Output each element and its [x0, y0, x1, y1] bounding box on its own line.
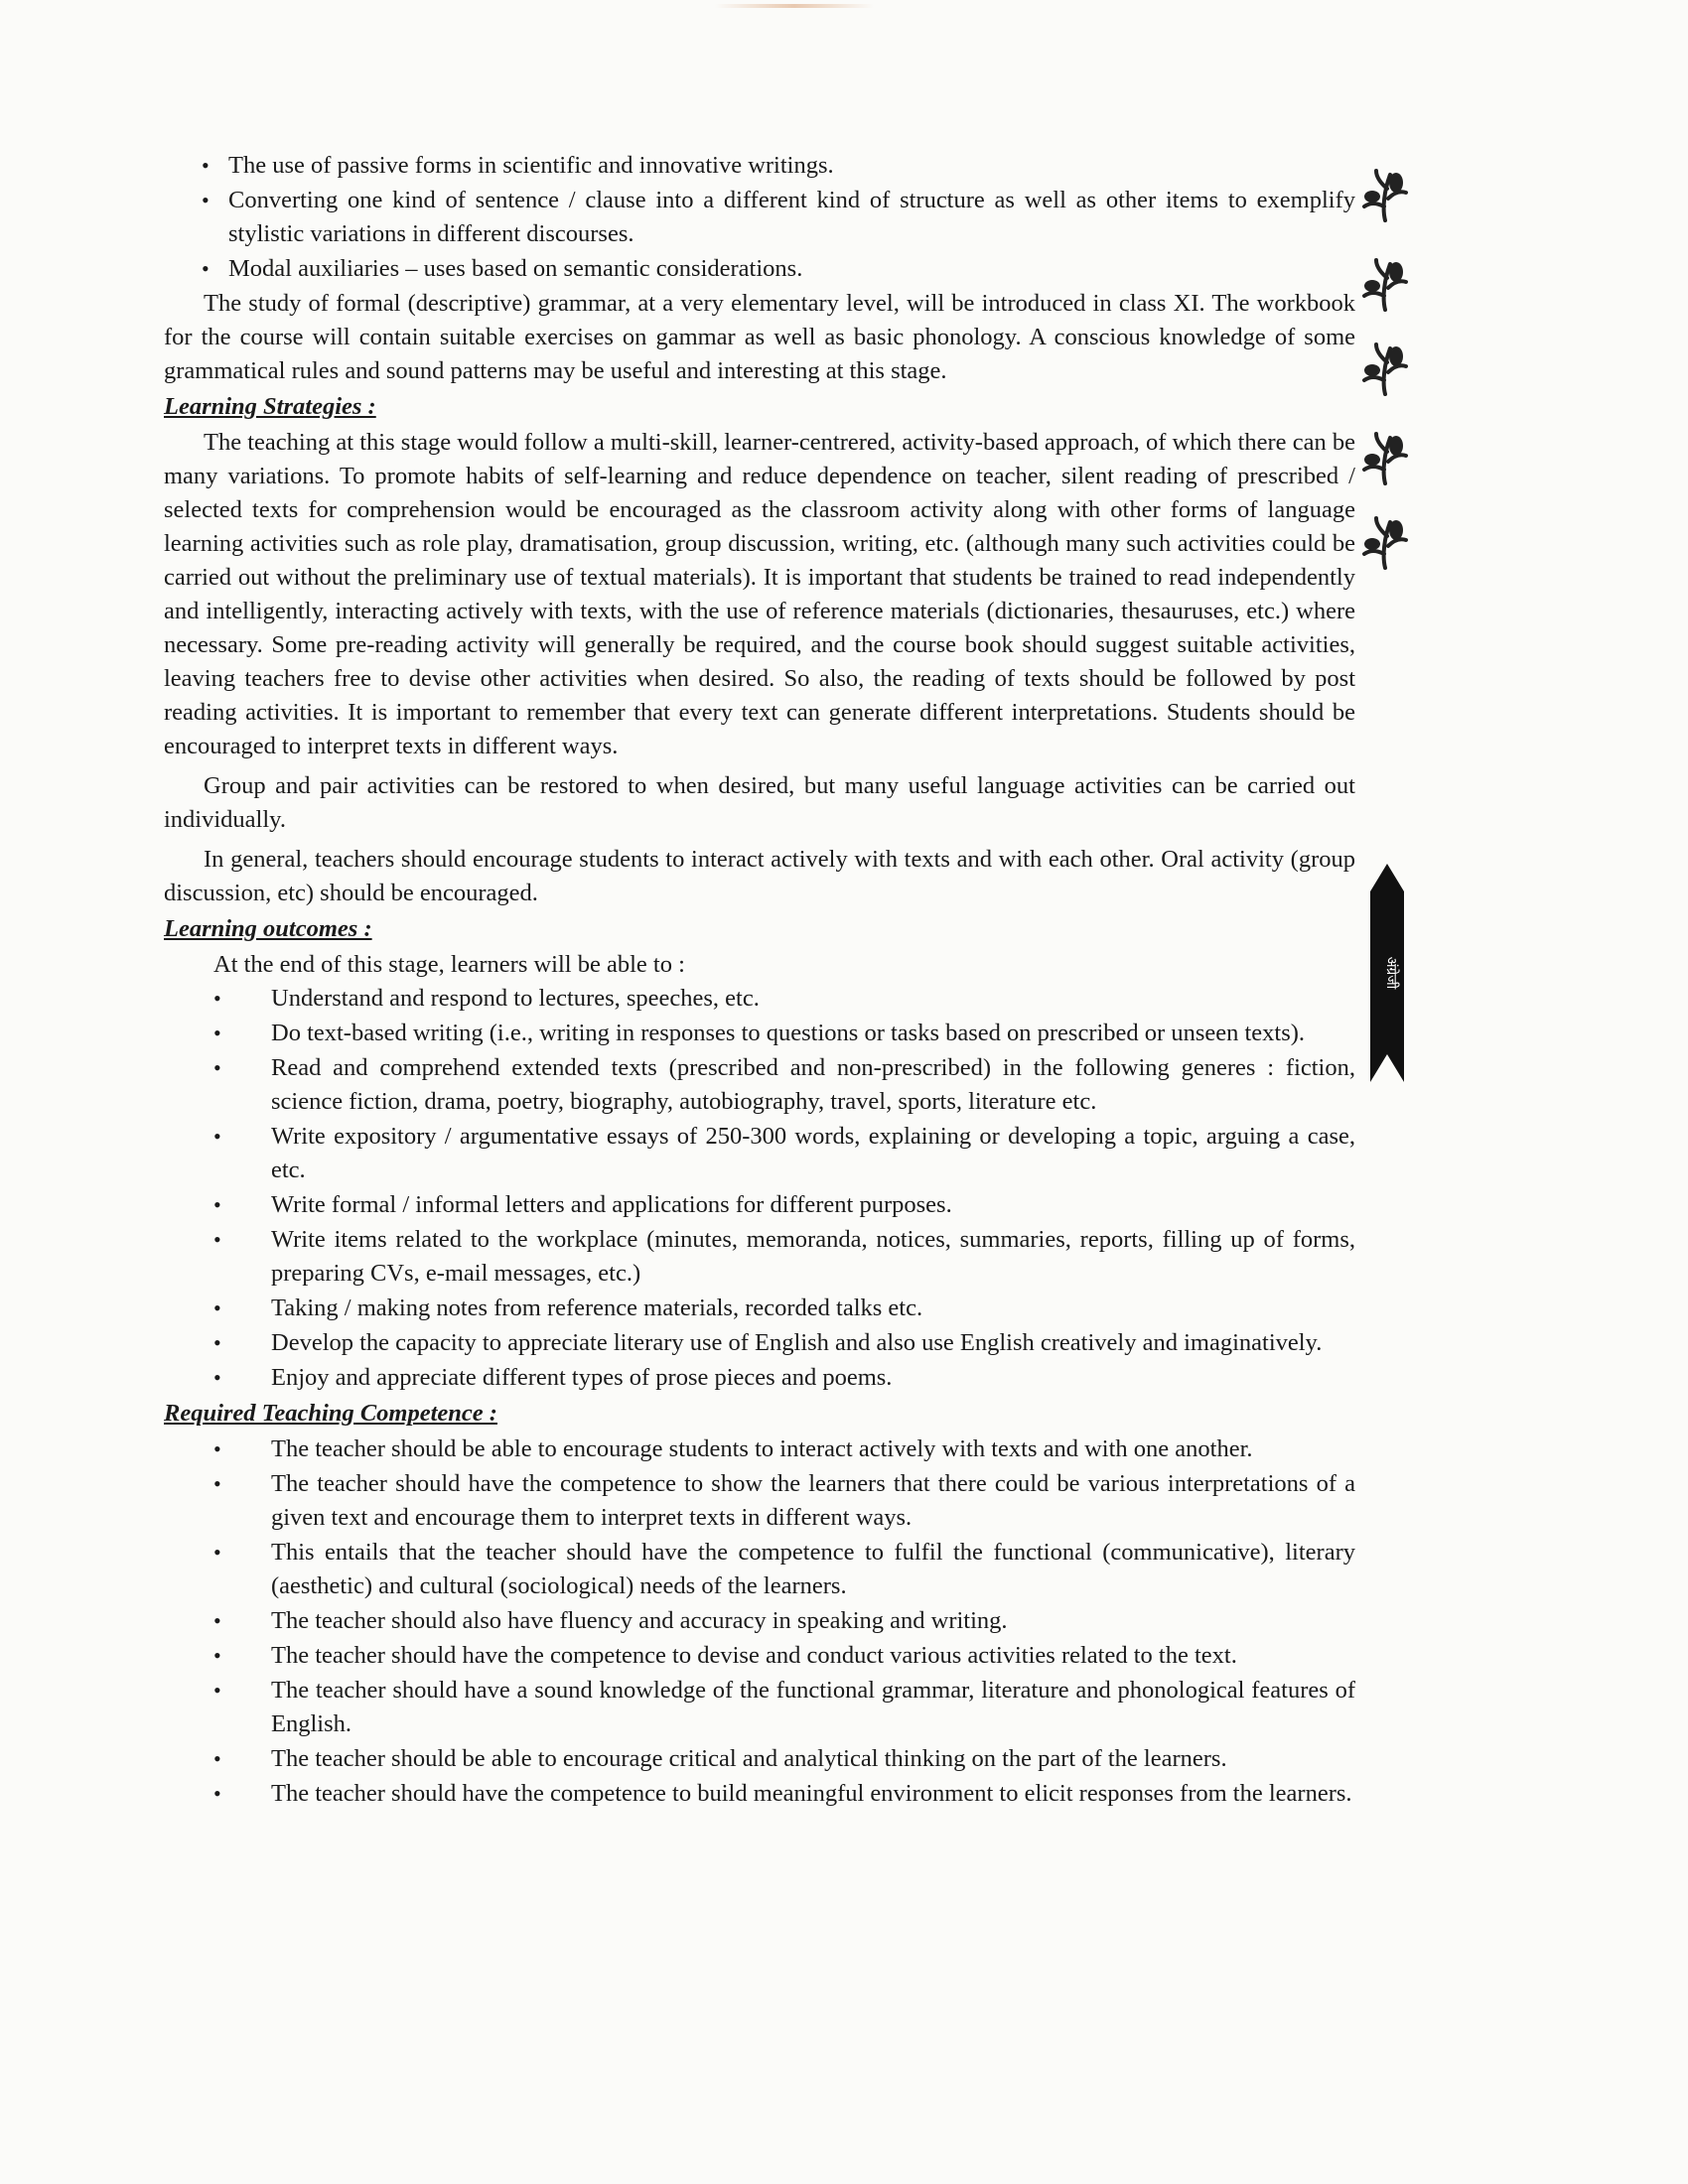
- learning-outcomes-heading: Learning outcomes :: [164, 915, 372, 942]
- list-item: • Do text-based writing (i.e., writing in responses to questions or tasks based on prescribed or unseen texts).: [164, 1017, 1355, 1050]
- list-item: • Write formal / informal letters and applications for different purposes.: [164, 1188, 1355, 1222]
- grammar-paragraph: The study of formal (descriptive) grammar, at a very elementary level, will be introduced in class XI. The workbook for the course will contain suitable exercises on gammar as well as basic phonology. A conscious knowledge of some grammatical rules and sound patterns may be useful and interesting at this stage.: [164, 290, 1355, 384]
- leaf-motif-icon: [1360, 258, 1410, 314]
- list-item: • The teacher should have the competence to show the learners that there could be various interpretations of a given text and encourage them to interpret texts in different ways.: [164, 1467, 1355, 1535]
- intro-bullet-list: [164, 149, 1355, 286]
- learning-strategies-heading: Learning Strategies :: [164, 393, 376, 420]
- strategies-paragraph: In general, teachers should encourage students to interact actively with texts and with each other. Oral activity (group discussion, etc) should be encouraged.: [164, 846, 1355, 906]
- list-item: • The teacher should also have fluency and accuracy in speaking and writing.: [164, 1604, 1355, 1638]
- list-item: • Taking / making notes from reference materials, recorded talks etc.: [164, 1292, 1355, 1325]
- list-item: • Understand and respond to lectures, speeches, etc.: [164, 982, 1355, 1016]
- list-item: • The teacher should have the competence to build meaningful environment to elicit responses from the learners.: [164, 1777, 1355, 1811]
- list-item: • Modal auxiliaries – uses based on semantic considerations.: [164, 252, 1355, 286]
- leaf-motif-icon: [1360, 516, 1410, 572]
- list-item: • This entails that the teacher should have the competence to fulfil the functional (communicative), literary (aesthetic) and cultural (sociological) needs of the learners.: [164, 1536, 1355, 1603]
- list-item: • The teacher should be able to encourage students to interact actively with texts and with one another.: [164, 1433, 1355, 1466]
- list-item: • Read and comprehend extended texts (prescribed and non-prescribed) in the following generes : fiction, science fiction, drama, poetry, biography, autobiography, travel, sports, literature etc.: [164, 1051, 1355, 1119]
- list-item: • Enjoy and appreciate different types of prose pieces and poems.: [164, 1361, 1355, 1395]
- section-tab-marker: [1370, 864, 1404, 1082]
- list-item: • The teacher should have a sound knowledge of the functional grammar, literature and phonological features of English.: [164, 1674, 1355, 1741]
- side-tab-label: अंग्रेजी: [1383, 956, 1399, 990]
- competence-list: [164, 1433, 1355, 1811]
- strategies-paragraph: Group and pair activities can be restored to when desired, but many useful language activities can be carried out individually.: [164, 772, 1355, 833]
- list-item: • The teacher should have the competence to devise and conduct various activities related to the text.: [164, 1639, 1355, 1673]
- strategies-paragraph: The teaching at this stage would follow a multi-skill, learner-centrered, activity-based approach, of which there can be many variations. To promote habits of self-learning and reduce dependence on teacher, silent reading of prescribed / selected texts for comprehension would be encouraged as the classroom activity along with other forms of language learning activities such as role play, dramatisation, group discussion, writing, etc. (although many such activities could be carried out without the preliminary use of textual materials). It is important that students be trained to read independently and intelligently, interacting actively with texts, with the use of reference materials (dictionaries, thesauruses, etc.) where necessary. Some pre-reading activity will generally be required, and the course book should suggest suitable activities, leaving teachers free to devise other activities when desired. So also, the reading of texts should be followed by post reading activities. It is important to remember that every text can generate different interpretations. Students should be encouraged to interpret texts in different ways.: [164, 429, 1355, 759]
- document-body: [164, 149, 1355, 1812]
- outcomes-list: [164, 982, 1355, 1395]
- list-item: • Converting one kind of sentence / clause into a different kind of structure as well as other items to exemplify stylistic variations in different discourses.: [164, 184, 1355, 251]
- outcomes-lead: At the end of this stage, learners will be able to :: [213, 951, 685, 978]
- leaf-motif-icon: [1360, 169, 1410, 224]
- leaf-motif-icon: [1360, 432, 1410, 487]
- leaf-motif-icon: [1360, 342, 1410, 398]
- list-item: • The use of passive forms in scientific and innovative writings.: [164, 149, 1355, 183]
- list-item: • Write expository / argumentative essays of 250-300 words, explaining or developing a topic, arguing a case, etc.: [164, 1120, 1355, 1187]
- teaching-competence-heading: Required Teaching Competence :: [164, 1400, 497, 1427]
- list-item: • Write items related to the workplace (minutes, memoranda, notices, summaries, reports, filling up of forms, preparing CVs, e-mail messages, etc.): [164, 1223, 1355, 1291]
- top-scan-mark: [715, 4, 874, 8]
- list-item: • The teacher should be able to encourage critical and analytical thinking on the part of the learners.: [164, 1742, 1355, 1776]
- list-item: • Develop the capacity to appreciate literary use of English and also use English creatively and imaginatively.: [164, 1326, 1355, 1360]
